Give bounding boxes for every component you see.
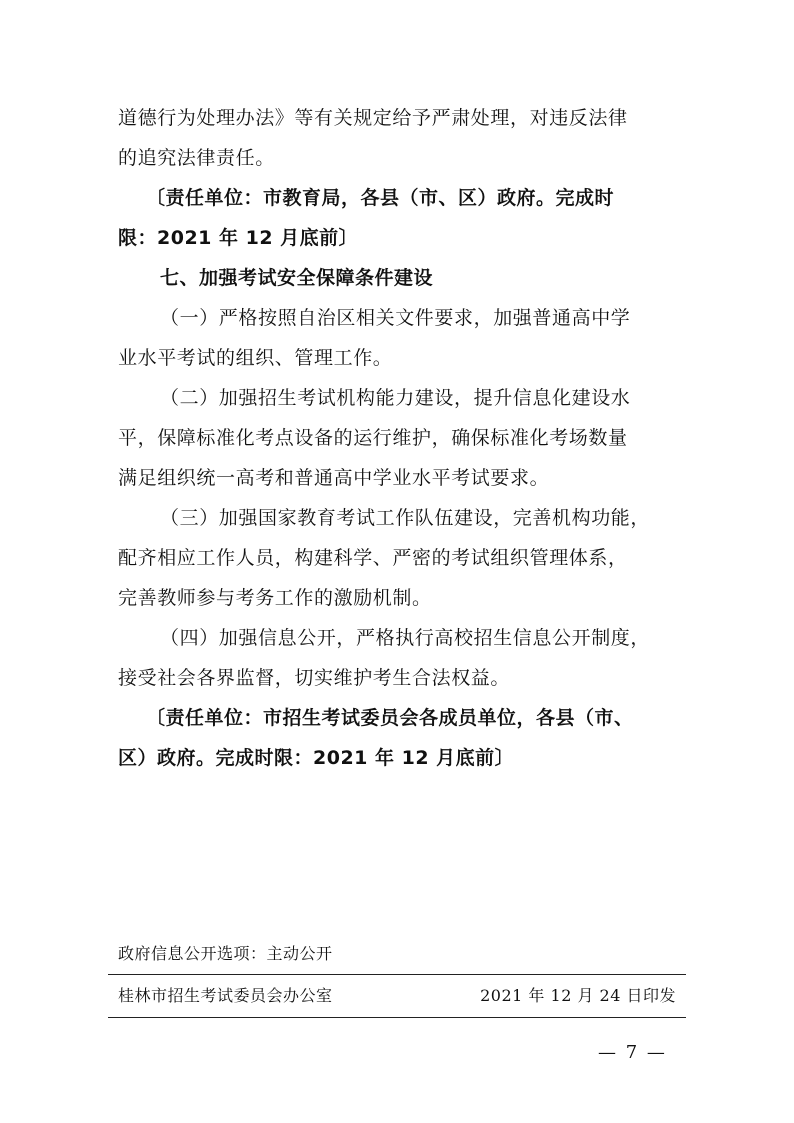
issuer-name: 桂林市招生考试委员会办公室: [118, 986, 333, 1005]
responsibility-note: 〔责任单位：市教育局，各县（市、区）政府。完成时: [146, 187, 615, 209]
paragraph-line: 配齐相应工作人员，构建科学、严密的考试组织管理体系，: [118, 547, 628, 569]
paragraph-line: 满足组织统一高考和普通高中学业水平考试要求。: [118, 467, 550, 489]
paragraph-line: 平，保障标准化考点设备的运行维护，确保标准化考场数量: [118, 427, 628, 449]
page-number: — 7 —: [598, 1042, 667, 1063]
paragraph-line: （三）加强国家教育考试工作队伍建设，完善机构功能，: [160, 507, 651, 529]
responsibility-note: 区）政府。完成时限：2021 年 12 月底前〕: [118, 747, 515, 769]
paragraph-line: 完善教师参与考务工作的激励机制。: [118, 587, 432, 609]
section-heading: 七、加强考试安全保障条件建设: [160, 267, 434, 289]
issue-date: 2021 年 12 月 24 日印发: [480, 986, 676, 1005]
paragraph-line: 道德行为处理办法》等有关规定给予严肃处理，对违反法律: [118, 107, 628, 129]
document-footer: [108, 934, 686, 1018]
paragraph-line: （四）加强信息公开，严格执行高校招生信息公开制度，: [160, 627, 651, 649]
responsibility-note: 〔责任单位：市招生考试委员会各成员单位，各县（市、: [146, 707, 634, 729]
footer-divider: [108, 1017, 686, 1018]
paragraph-line: 接受社会各界监督，切实维护考生合法权益。: [118, 667, 511, 689]
paragraph-line: （一）严格按照自治区相关文件要求，加强普通高中学: [160, 307, 631, 329]
disclosure-option: 政府信息公开选项：主动公开: [118, 944, 333, 963]
paragraph-line: 业水平考试的组织、管理工作。: [118, 347, 393, 369]
issuer-row: [108, 975, 686, 1017]
responsibility-note: 限：2021 年 12 月底前〕: [118, 227, 359, 249]
paragraph-line: 的追究法律责任。: [118, 147, 275, 169]
paragraph-line: （二）加强招生考试机构能力建设，提升信息化建设水: [160, 387, 631, 409]
body-text: [118, 98, 678, 778]
